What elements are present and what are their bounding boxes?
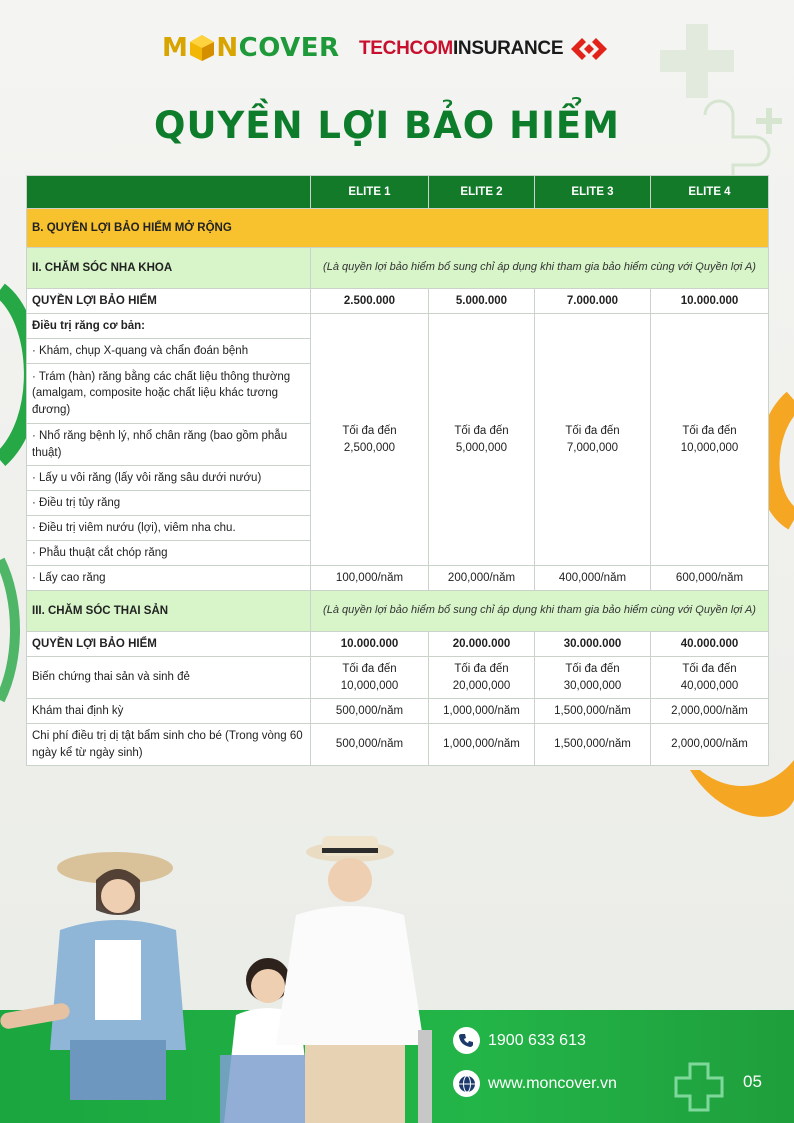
limit-value: 7,000,000 (566, 441, 619, 454)
header-elite-1: ELITE 1 (311, 176, 429, 209)
website-contact[interactable] (453, 1070, 617, 1097)
maternity-row-value: Tối đa đến 40,000,000 (651, 657, 769, 699)
dental-benefit-elite-3: 7.000.000 (535, 289, 651, 314)
dental-item: · Lấy u vôi răng (lấy vôi răng sâu dưới nướu) (27, 466, 311, 491)
dental-scaling-elite-4: 600,000/năm (651, 566, 769, 591)
dental-scaling-elite-2: 200,000/năm (429, 566, 535, 591)
medical-cross-icon (668, 1058, 738, 1118)
maternity-row-value: Tối đa đến 20,000,000 (429, 657, 535, 699)
maternity-title: III. CHĂM SÓC THAI SẢN (27, 591, 311, 632)
maternity-benefit-label: QUYỀN LỢI BẢO HIỂM (27, 632, 311, 657)
dental-limit-elite-1 (311, 314, 429, 566)
dental-limit-elite-3 (535, 314, 651, 566)
phone-number[interactable]: 1900 633 613 (488, 1031, 586, 1049)
maternity-note: (Là quyền lợi bảo hiểm bổ sung chỉ áp dụng khi tham gia bảo hiểm cùng với Quyền lợi A) (311, 591, 769, 632)
dental-item: · Nhổ răng bệnh lý, nhổ chân răng (bao gồm phẫu thuật) (27, 424, 311, 466)
maternity-title-row (27, 591, 769, 632)
phone-icon (453, 1027, 480, 1054)
header-elite-3: ELITE 3 (535, 176, 651, 209)
family-photo (0, 830, 470, 1123)
header-cell (27, 176, 311, 209)
dental-benefit-elite-2: 5.000.000 (429, 289, 535, 314)
maternity-row (27, 699, 769, 724)
maternity-benefit-elite-2: 20.000.000 (429, 632, 535, 657)
limit-prefix: Tối đa đến (565, 425, 620, 438)
moncover-logo-m: M (162, 33, 189, 63)
limit-value: 2,500,000 (343, 441, 396, 454)
maternity-row-value: 1,000,000/năm (429, 699, 535, 724)
dental-item: · Khám, chụp X-quang và chẩn đoán bệnh (27, 339, 311, 364)
page-title: QUYỀN LỢI BẢO HIỂM (154, 104, 620, 147)
maternity-row-value: 2,000,000/năm (651, 724, 769, 766)
maternity-benefit-row (27, 632, 769, 657)
dental-scaling-elite-3: 400,000/năm (535, 566, 651, 591)
maternity-row-value: 1,500,000/năm (535, 724, 651, 766)
maternity-row-value: 1,000,000/năm (429, 724, 535, 766)
moncover-logo-cover: COVER (238, 33, 340, 63)
moncover-hex-icon (189, 34, 215, 62)
maternity-row-value: 2,000,000/năm (651, 699, 769, 724)
header-elite-4: ELITE 4 (651, 176, 769, 209)
dental-benefit-label: QUYỀN LỢI BẢO HIỂM (27, 289, 311, 314)
maternity-row-value: 1,500,000/năm (535, 699, 651, 724)
techcom-logo-b: INSURANCE (452, 38, 564, 59)
maternity-benefit-elite-1: 10.000.000 (311, 632, 429, 657)
dental-basic-row (27, 314, 769, 339)
moncover-logo-n: N (216, 33, 239, 63)
techcom-logo (359, 36, 609, 62)
dental-limit-elite-2 (429, 314, 535, 566)
techcom-diamond-icon (569, 36, 609, 62)
dental-scaling-row (27, 566, 769, 591)
dental-title: II. CHĂM SÓC NHA KHOA (27, 248, 311, 289)
dental-item: · Phẫu thuật cắt chóp răng (27, 541, 311, 566)
maternity-row-value: Tối đa đến 30,000,000 (535, 657, 651, 699)
dental-note: (Là quyền lợi bảo hiểm bổ sung chỉ áp dụng khi tham gia bảo hiểm cùng với Quyền lợi A) (311, 248, 769, 289)
benefits-table (26, 175, 769, 766)
dental-item: · Trám (hàn) răng bằng các chất liệu thông thường (amalgam, composite hoặc chất liệu khác tương đương) (27, 364, 311, 424)
maternity-row-value: 500,000/năm (311, 724, 429, 766)
limit-value: 5,000,000 (455, 441, 508, 454)
limit-prefix: Tối đa đến (454, 425, 509, 438)
section-b-title: B. QUYỀN LỢI BẢO HIỂM MỞ RỘNG (27, 209, 769, 248)
section-b-row (27, 209, 769, 248)
maternity-row-value: Tối đa đến 10,000,000 (311, 657, 429, 699)
phone-contact[interactable] (453, 1027, 586, 1054)
dental-item: · Điều trị viêm nướu (lợi), viêm nha chu. (27, 516, 311, 541)
limit-prefix: Tối đa đến (342, 425, 397, 438)
maternity-row-value: 500,000/năm (311, 699, 429, 724)
dental-benefit-elite-1: 2.500.000 (311, 289, 429, 314)
table-header-row (27, 176, 769, 209)
dental-scaling-elite-1: 100,000/năm (311, 566, 429, 591)
maternity-row (27, 657, 769, 699)
header-elite-2: ELITE 2 (429, 176, 535, 209)
globe-icon (453, 1070, 480, 1097)
limit-prefix: Tối đa đến (682, 425, 737, 438)
maternity-row-label: Biến chứng thai sản và sinh đẻ (27, 657, 311, 699)
maternity-row-label: Khám thai định kỳ (27, 699, 311, 724)
maternity-row (27, 724, 769, 766)
website-link[interactable]: www.moncover.vn (488, 1074, 617, 1092)
dental-scaling-label: · Lấy cao răng (27, 566, 311, 591)
dental-benefit-elite-4: 10.000.000 (651, 289, 769, 314)
maternity-benefit-elite-4: 40.000.000 (651, 632, 769, 657)
dental-benefit-row (27, 289, 769, 314)
techcom-logo-a: TECHCOM (359, 38, 453, 59)
moncover-logo (162, 33, 340, 63)
dental-limit-elite-4 (651, 314, 769, 566)
dental-item: · Điều trị tủy răng (27, 491, 311, 516)
dental-basic-heading: Điều trị răng cơ bản: (27, 314, 311, 339)
maternity-row-label: Chi phí điều trị dị tật bẩm sinh cho bé (Trong vòng 60 ngày kể từ ngày sinh) (27, 724, 311, 766)
dental-title-row (27, 248, 769, 289)
maternity-benefit-elite-3: 30.000.000 (535, 632, 651, 657)
page-number: 05 (743, 1072, 762, 1091)
limit-value: 10,000,000 (680, 441, 739, 454)
